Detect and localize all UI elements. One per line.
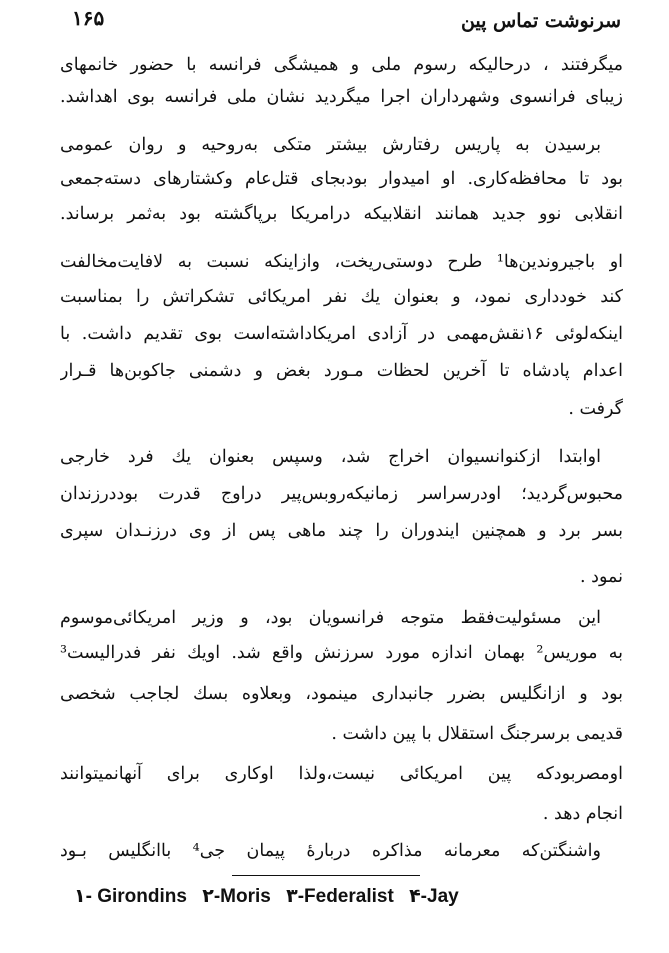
body-line: بود و ازانگلیس بضرر جانبداری مینمود، وبعلاوه بسك لجاجب شخصی xyxy=(60,684,623,704)
paragraph-first-line: واشنگتن‌که معرمانه مذاکره دربارهٔ پیمان جی⁴ باانگلیس بـود xyxy=(60,841,601,861)
paragraph-last-line: قدیمی برسرجنگ استقلال با پین داشت . xyxy=(331,724,623,744)
paragraph-last-line: انجام دهد . xyxy=(542,804,623,824)
footnote-separator xyxy=(232,875,420,876)
body-line: به موریس² بهمان اندازه مورد سرزنش واقع شد. اویك نفر فدرالیست³ xyxy=(60,643,623,663)
paragraph-last-line: نمود . xyxy=(580,567,623,587)
running-header-title: سرنوشت تماس پین xyxy=(460,10,621,32)
footnote-2: ۲-Moris xyxy=(202,886,271,907)
footnote-3: ۳-Federalist xyxy=(286,886,394,907)
paragraph-first-line: اوابتدا ازکنوانسیوان اخراج شد، وسپس بعنوان یك فرد خارجی xyxy=(60,447,601,467)
body-line: بود تا محافظه‌کاری. او امیدوار بودبجای قتل‌عام وکشتارهای دسته‌جمعی xyxy=(60,169,623,189)
body-line: اینکه‌لوئی ۱۶نقش‌مهمی در آزادی امریکاداشته‌است بوی تقدیم داشت. با xyxy=(60,324,623,344)
paragraph-first-line: برسیدن به پاریس رفتارش بیشتر متکی به‌روحیه و روان عمومی xyxy=(60,135,601,155)
body-line: میگرفتند ، درحالیکه رسوم ملی و همیشگی فرانسه با حضور خانمهای xyxy=(60,55,623,75)
footnote-4: ۴-Jay xyxy=(409,886,459,907)
body-line: محبوس‌گردید؛ اودرسراسر زمانیکه‌روبس‌پیر دراوج قدرت بوددرزندان xyxy=(60,484,623,504)
body-line: زیبای فرانسوی وشهرداران اجرا میگردید نشان ملی فرانسه بوی اهداشد. xyxy=(60,87,623,107)
paragraph-first-line: این مسئولیت‌فقط متوجه فرانسویان بود، و وزیر امریکائی‌موسوم xyxy=(60,608,601,628)
body-line: انقلابی نوو جدید همانند انقلابیکه درامریکا برپاگشته بود به‌ثمر برساند. xyxy=(60,204,623,224)
paragraph-last-line: گرفت . xyxy=(568,399,623,419)
body-line: بسر برد و همچنین ایندوران را چند ماهی پس از وی درزنـدان سپری xyxy=(60,521,623,541)
paragraph-first-line: اومصربودکه پین امریکائی نیست،ولذا اوکاری برای آنهانمیتوانند xyxy=(60,764,623,784)
body-line: اعدام پادشاه تا آخرین لحظات مـورد بغض و دشمنی جاکوبن‌ها قـرار xyxy=(60,361,623,381)
page-number: ۱۶۵ xyxy=(72,6,105,30)
footnotes xyxy=(74,880,514,914)
body-line: کند خودداری نمود، و بعنوان یك نفر امریکائی تشکراتش را بمناسبت xyxy=(60,287,623,307)
footnote-1: ۱- Girondins xyxy=(74,886,187,907)
body-line: او باجیروندین‌ها¹ طرح دوستی‌ریخت، وازاینکه نسبت به لافایت‌مخالفت xyxy=(60,252,623,272)
